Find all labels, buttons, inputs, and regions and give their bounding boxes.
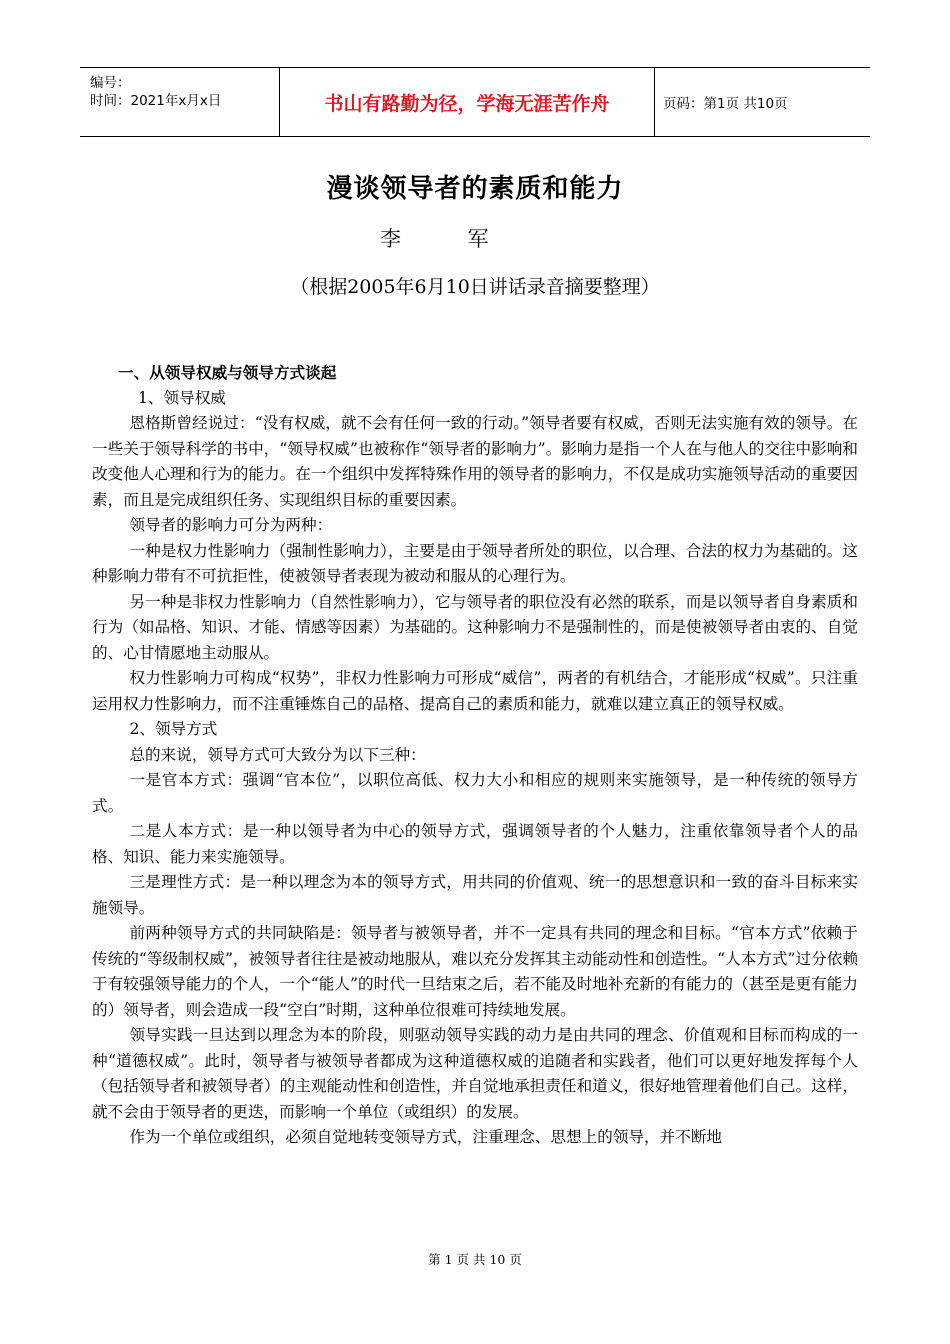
paragraph: 领导者的影响力可分为两种： (129, 516, 333, 534)
paragraph: 领导实践一旦达到以理念为本的阶段，则驱动领导实践的动力是由共同的理念、价值观和目标而构成的一种“道德权威”。此时，领导者与被领导者都成为这种道德权威的追随者和实践者，他们可以更好地发挥每个人（包括领导者和被领导者）的主观能动性和创造性，并自觉地承担责任和道义，很好地管理着他们自己。这样，就不会由于领导者的更迭，而影响一个单位（或组织）的发展。 (92, 1026, 858, 1121)
paragraph: 三是理性方式：是一种以理念为本的领导方式，用共同的价值观、统一的思想意识和一致的奋斗目标来实施领导。 (92, 873, 858, 917)
paragraph: 恩格斯曾经说过：“没有权威，就不会有任何一致的行动。”领导者要有权威，否则无法实施有效的领导。在一些关于领导科学的书中，“领导权威”也被称作“领导者的影响力”。影响力是指一个人在与他人的交往中影响和改变他人心理和行为的能力。在一个组织中发挥特殊作用的领导者的影响力，不仅是成功实施领导活动的重要因素，而且是完成组织任务、实现组织目标的重要因素。 (92, 414, 858, 509)
document-note: （根据2005年6月10日讲话录音摘要整理） (290, 276, 660, 298)
paragraph: 作为一个单位或组织，必须自觉地转变领导方式，注重理念、思想上的领导，并不断地 (129, 1128, 723, 1146)
paragraph: 一是官本方式：强调“官本位”，以职位高低、权力大小和相应的规则来实施领导，是一种传统的领导方式。 (92, 771, 858, 815)
paragraph: 一种是权力性影响力（强制性影响力），主要是由于领导者所处的职位，以合理、合法的权力为基础的。这种影响力带有不可抗拒性，使被领导者表现为被动和服从的心理行为。 (92, 541, 858, 585)
subsection-heading: 1、领导权威 (138, 388, 226, 407)
header-time-label: 时间：2021年x月x日 (90, 93, 222, 109)
page-footer: 第 1 页 共 10 页 (428, 1252, 522, 1267)
document-header (80, 67, 870, 137)
header-meta (80, 68, 280, 136)
header-page-info: 页码：第1页 共10页 (663, 96, 788, 112)
paragraph: 前两种领导方式的共同缺陷是：领导者与被领导者，并不一定具有共同的理念和目标。“官本方式”依赖于传统的“等级制权威”，被领导者往往是被动地服从，难以充分发挥其主动能动性和创造性。“人本方式”过分依赖于有较强领导能力的个人，一个“能人”的时代一旦结束之后，若不能及时地补充新的有能力的（甚至是更有能力的）领导者，则会造成一段“空白”时期，这种单位很难可持续地发展。 (92, 924, 858, 1019)
paragraph: 权力性影响力可构成“权势”，非权力性影响力可形成“威信”，两者的有机结合，才能形成“权威”。只注重运用权力性影响力，而不注重锤炼自己的品格、提高自己的素质和能力，就难以建立真正的领导权威。 (92, 669, 858, 713)
document-author: 李 军 (380, 227, 519, 251)
header-number-label: 编号： (90, 75, 131, 91)
paragraph: 总的来说，领导方式可大致分为以下三种： (129, 745, 426, 764)
paragraph: 另一种是非权力性影响力（自然性影响力），它与领导者的职位没有必然的联系，而是以领导者自身素质和行为（如品格、知识、才能、情感等因素）为基础的。这种影响力不是强制性的，而是使被领导者由衷的、自觉的、心甘情愿地主动服从。 (92, 592, 858, 662)
document-body (92, 360, 858, 1151)
paragraph: 二是人本方式：是一种以领导者为中心的领导方式，强调领导者的个人魅力，注重依靠领导者个人的品格、知识、能力来实施领导。 (92, 822, 858, 866)
document-title: 漫谈领导者的素质和能力 (326, 174, 624, 204)
section-heading: 一、从领导权威与领导方式谈起 (118, 363, 337, 382)
header-motto: 书山有路勤为径，学海无涯苦作舟 (280, 68, 655, 136)
subsection-heading: 2、领导方式 (129, 720, 218, 738)
